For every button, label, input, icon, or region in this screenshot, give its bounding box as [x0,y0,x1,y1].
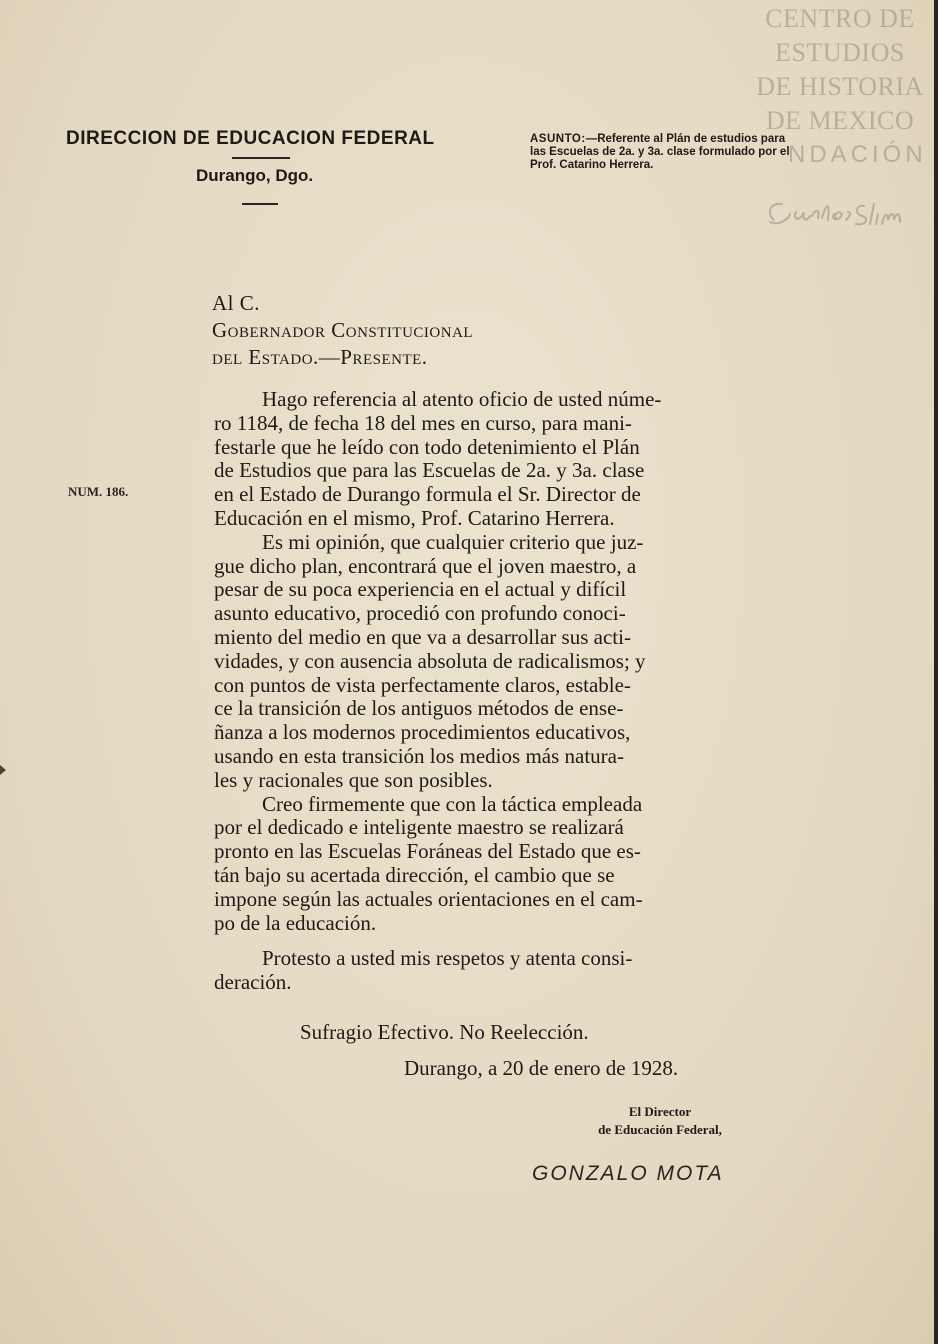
organization-city: Durango, Dgo. [196,166,314,185]
watermark-foundation: NDACIÓN [788,141,927,168]
watermark-line: ESTUDIOS [775,38,905,67]
body-line: ñanza a los modernos procedimientos educativos, [214,720,631,745]
body-line: festarle que he leído con todo detenimiento el Plán [214,434,640,459]
subject-text: —Referente al Plán de estudios para las Escuelas de 2a. y 3a. clase formulado por el Prof. Catarino Herrera. [530,133,790,171]
body-line: les y racionales que son posibles. [214,767,493,792]
watermark-line: CENTRO DE [765,4,915,33]
body-line: miento del medio en que va a desarrollar sus acti- [214,624,631,649]
addressee-line: Al C. [212,291,261,315]
body-line: Protesto a usted mis respetos y atenta consi- [262,946,633,971]
body-line: Es mi opinión, que cualquier criterio que juz- [262,529,644,554]
body-line: Creo firmemente que con la táctica empleada [262,791,643,816]
body-line: gue dicho plan, encontrará que el joven maestro, a [214,553,637,578]
body-line: tán bajo su acertada dirección, el cambio que se [214,862,615,887]
watermark-line: DE MEXICO [765,106,915,135]
addressee-line: Gobernador Constitucional [212,318,474,342]
body-line: pesar de su poca experiencia en el actual y difícil [214,577,627,602]
body-line: Hago referencia al atento oficio de usted núme- [262,387,662,411]
signature-title-line: de Educación Federal, [598,1122,722,1137]
letter-date: Durango, a 20 de enero de 1928. [404,1056,679,1080]
signature-name: GONZALO MOTA [532,1162,724,1185]
watermark-line: DE HISTORIA [756,72,924,101]
organization-name: DIRECCION DE EDUCACION FEDERAL [66,128,435,149]
letter-body [214,388,796,995]
watermark-signature-logo [760,190,934,240]
body-line: por el dedicado e inteligente maestro se realizará [214,815,624,840]
body-line: usando en esta transición los medios más natura- [214,743,624,768]
body-line: con puntos de vista perfectamente claros, estable- [214,672,631,697]
body-line: ce la transición de los antiguos métodos de ense- [214,696,624,721]
addressee-line: del Estado.—Presente. [212,345,428,369]
body-line: ro 1184, de fecha 18 del mes en curso, para mani- [214,410,632,435]
body-line: Educación en el mismo, Prof. Catarino Herrera. [214,505,615,530]
page-edge-mark [0,765,8,775]
signature-title [560,1103,760,1139]
body-line: deración. [214,970,292,995]
archive-watermark [748,2,932,172]
closing-motto: Sufragio Efectivo. No Reelección. [300,1020,589,1044]
body-line: impone según las actuales orientaciones en el cam- [214,886,643,911]
reference-number: NUM. 186. [68,484,129,499]
body-line: de Estudios que para las Escuelas de 2a. y 3a. clase [214,458,645,483]
addressee-block [212,290,473,371]
body-line: asunto educativo, procedió con profundo conoci- [214,601,626,626]
body-line: pronto en las Escuelas Foráneas del Estado que es- [214,839,641,864]
signature-title-line: El Director [628,1104,692,1119]
subject-label: ASUNTO: [530,133,586,145]
body-line: en el Estado de Durango formula el Sr. Director de [214,482,641,507]
header-divider [242,203,278,205]
header-divider [232,157,290,159]
body-line: vidades, y con ausencia absoluta de radicalismos; y [214,648,646,673]
body-line: po de la educación. [214,910,377,935]
